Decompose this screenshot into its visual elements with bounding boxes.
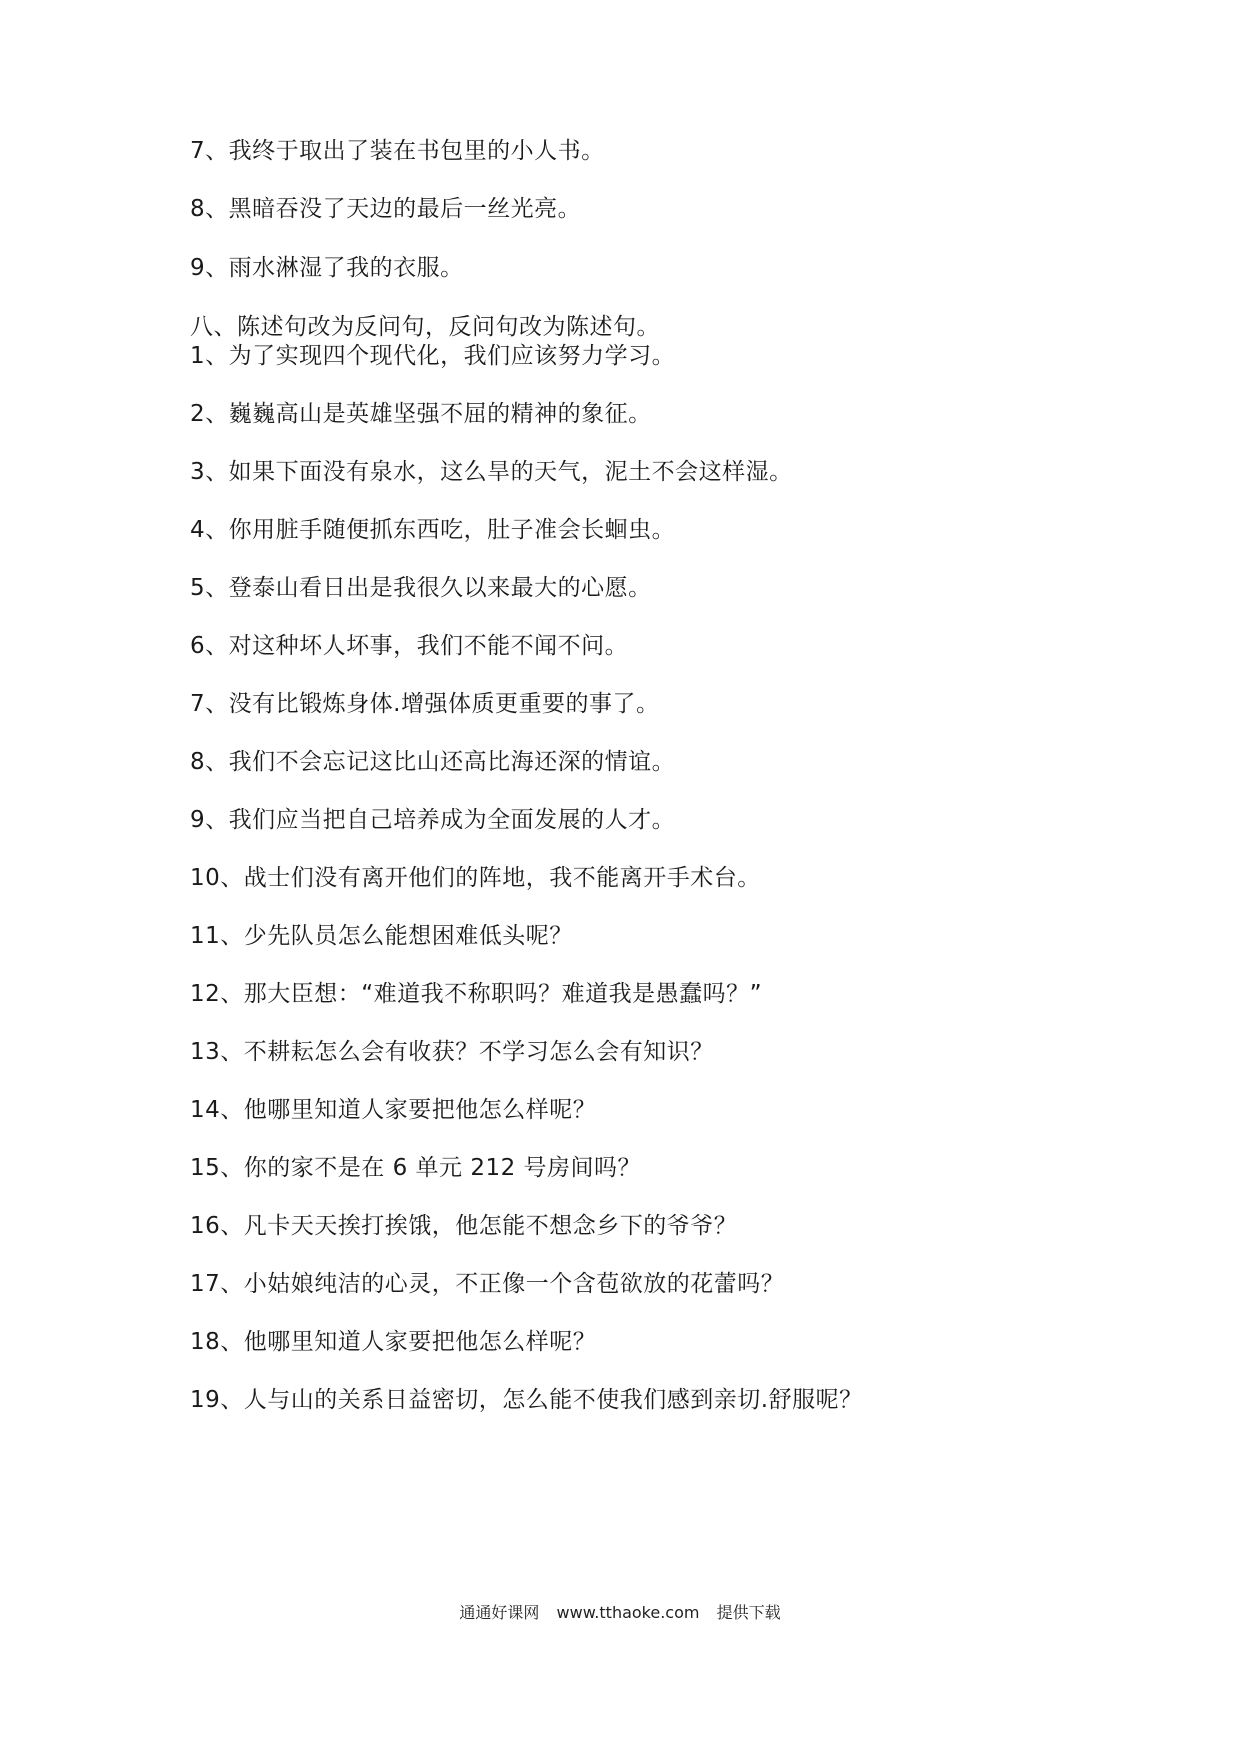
footer-site-name: 通通好课网 [459, 1603, 540, 1622]
sentence-line: 4、你用脏手随便抓东西吃，肚子准会长蛔虫。 [190, 517, 676, 543]
sentence-line: 6、对这种坏人坏事，我们不能不闻不问。 [190, 633, 629, 659]
sentence-line: 8、黑暗吞没了天边的最后一丝光亮。 [190, 196, 582, 222]
sentence-line: 14、他哪里知道人家要把他怎么样呢？ [190, 1097, 597, 1123]
sentence-line: 1、为了实现四个现代化，我们应该努力学习。 [190, 343, 676, 369]
sentence-line: 3、如果下面没有泉水，这么旱的天气，泥土不会这样湿。 [190, 459, 793, 485]
sentence-line: 10、战士们没有离开他们的阵地，我不能离开手术台。 [190, 865, 761, 891]
sentence-line: 13、不耕耘怎么会有收获？不学习怎么会有知识？ [190, 1039, 714, 1065]
sentence-line: 5、登泰山看日出是我很久以来最大的心愿。 [190, 575, 652, 601]
sentence-line: 19、人与山的关系日益密切，怎么能不使我们感到亲切.舒服呢？ [190, 1387, 863, 1413]
page-footer [0, 1602, 1240, 1624]
sentence-line: 8、我们不会忘记这比山还高比海还深的情谊。 [190, 749, 676, 775]
sentence-line: 15、你的家不是在 6 单元 212 号房间吗？ [190, 1155, 642, 1181]
sentence-line: 12、那大臣想：“难道我不称职吗？难道我是愚蠢吗？” [190, 981, 763, 1007]
footer-url[interactable]: www.tthaoke.com [556, 1603, 700, 1622]
sentence-line: 17、小姑娘纯洁的心灵，不正像一个含苞欲放的花蕾吗？ [190, 1271, 785, 1297]
footer-suffix: 提供下载 [716, 1603, 781, 1622]
section-heading: 八、陈述句改为反问句，反问句改为陈述句。 [190, 314, 660, 340]
sentence-line: 16、凡卡天天挨打挨饿，他怎能不想念乡下的爷爷？ [190, 1213, 738, 1239]
sentence-line: 9、我们应当把自己培养成为全面发展的人才。 [190, 807, 676, 833]
sentence-line: 7、我终于取出了装在书包里的小人书。 [190, 138, 605, 164]
sentence-line: 2、巍巍高山是英雄坚强不屈的精神的象征。 [190, 401, 652, 427]
sentence-line: 11、少先队员怎么能想困难低头呢？ [190, 923, 573, 949]
sentence-line: 18、他哪里知道人家要把他怎么样呢？ [190, 1329, 597, 1355]
sentence-line: 7、没有比锻炼身体.增强体质更重要的事了。 [190, 691, 660, 717]
sentence-line: 9、雨水淋湿了我的衣服。 [190, 255, 464, 281]
